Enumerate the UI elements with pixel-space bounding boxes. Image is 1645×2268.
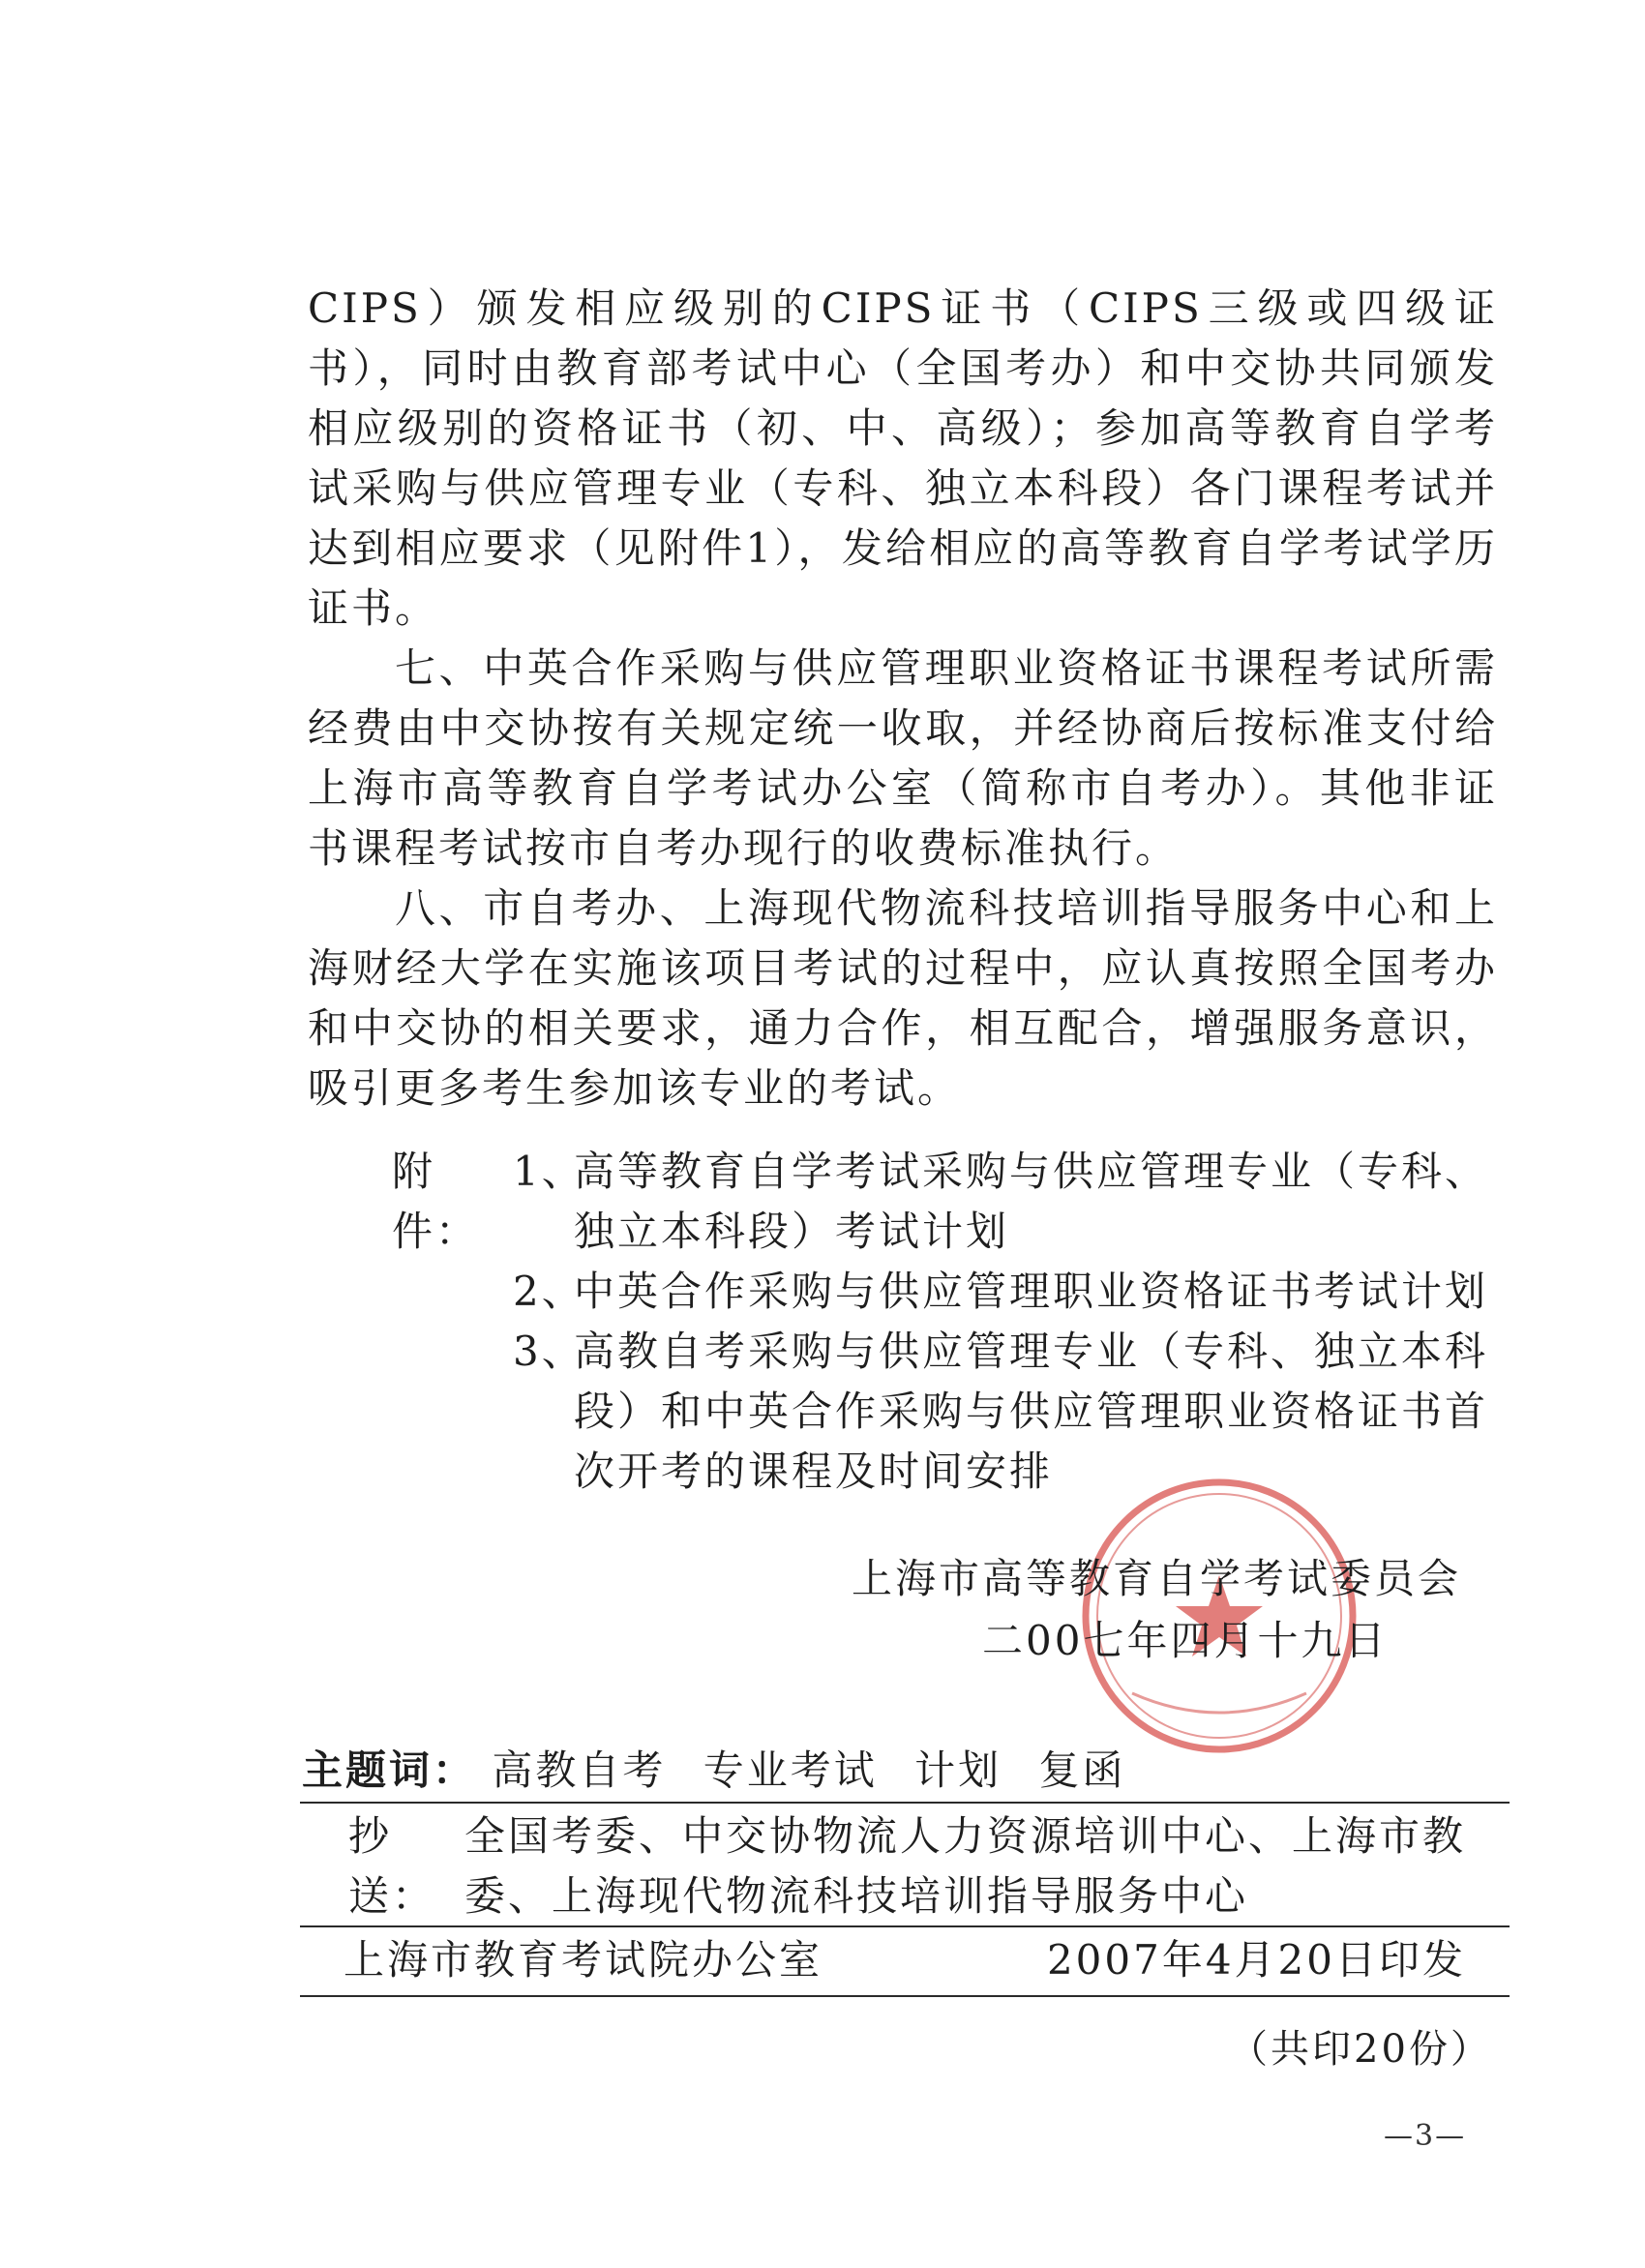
attachment-item: [392, 1142, 1505, 1262]
keyword: 计划: [914, 1746, 1002, 1794]
subject-keywords: [302, 1742, 1148, 1800]
attachment-item: [392, 1262, 1505, 1322]
paragraph-seven: 七、中英合作采购与供应管理职业资格证书课程考试所需经费由中交协按有关规定统一收取，并经协商后按标准支付给上海市高等教育自学考试办公室（简称市自考办）。其他非证书课程考试按市自考办现行的收费标准执行。: [308, 644, 1498, 872]
divider: [300, 1802, 1510, 1804]
keywords-label: 主题词：: [302, 1746, 477, 1794]
attachments-label: 附件：: [392, 1148, 480, 1255]
attachment-number: 1、: [513, 1148, 585, 1195]
keyword: 复函: [1038, 1746, 1126, 1794]
attachment-text: 中英合作采购与供应管理职业资格证书考试计划: [574, 1268, 1489, 1315]
attachment-text: 高教自考采购与供应管理专业（专科、独立本科段）和中英合作采购与供应管理职业资格证书首次开考的课程及时间安排: [574, 1328, 1489, 1495]
divider: [300, 1925, 1510, 1927]
signature-block: [852, 1548, 1461, 1672]
attachment-number: 2、: [513, 1268, 585, 1315]
attachment-number: 3、: [513, 1328, 585, 1375]
cc-block: [348, 1806, 1510, 1926]
body-text: [308, 279, 1498, 1119]
cc-recipients: 全国考委、中交协物流人力资源培训中心、上海市教委、上海现代物流科技培训指导服务中心: [464, 1812, 1467, 1920]
issue-date: 2007年4月20日印发: [1046, 1936, 1466, 1984]
page-number: —3—: [1384, 2119, 1467, 2153]
issuer-line: [344, 1931, 1466, 1989]
paragraph-continued: CIPS）颁发相应级别的CIPS证书（CIPS三级或四级证书），同时由教育部考试中心（全国考办）和中交协共同颁发相应级别的资格证书（初、中、高级）；参加高等教育自学考试采购与供应管理专业（专科、独立本科段）各门课程考试并达到相应要求（见附件1），发给相应的高等教育自学考试学历证书。: [308, 284, 1498, 632]
copies-count: （共印20份）: [1229, 2027, 1492, 2072]
signing-organization: 上海市高等教育自学考试委员会: [852, 1555, 1462, 1602]
keyword: 专业考试: [703, 1746, 878, 1794]
signing-date: 二00七年四月十九日: [982, 1617, 1389, 1664]
cc-label: 抄送：: [348, 1812, 436, 1920]
attachments-block: [392, 1142, 1505, 1502]
issuing-office: 上海市教育考试院办公室: [344, 1936, 823, 1984]
keyword: 高教自考: [492, 1746, 667, 1794]
divider: [300, 1995, 1510, 1997]
attachment-text: 高等教育自学考试采购与供应管理专业（专科、独立本科段）考试计划: [574, 1148, 1489, 1255]
paragraph-eight: 八、市自考办、上海现代物流科技培训指导服务中心和上海财经大学在实施该项目考试的过程中，应认真按照全国考办和中交协的相关要求，通力合作，相互配合，增强服务意识，吸引更多考生参加该专业的考试。: [308, 884, 1498, 1112]
